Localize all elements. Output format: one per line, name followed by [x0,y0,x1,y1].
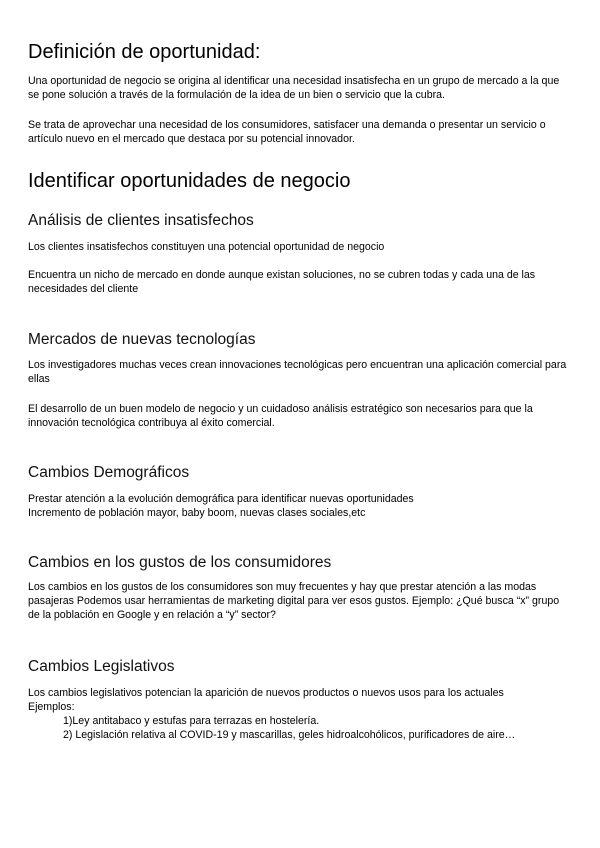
paragraph-definicion-1: Una oportunidad de negocio se origina al identificar una necesidad insatisfecha en un grupo de mercado a la que se pone solución a través de la formulación de la idea de un bien o servicio que la cubra. [28,75,560,101]
section-title-identificar: Identificar oportunidades de negocio [28,170,351,192]
subheading-clientes: Análisis de clientes insatisfechos [28,212,254,229]
subheading-tecnologias: Mercados de nuevas tecnologías [28,331,256,348]
paragraph-gustos: Los cambios en los gustos de los consumidores son muy frecuentes y hay que prestar atención a las modas pasajeras Podemos usar herramientas de marketing digital para ver esos gustos. Ejemplo: ¿Qué busca “x” grupo de la población en Google y en relación a “y” sector? [28,581,560,621]
paragraph-tecnologias-1: Los investigadores muchas veces crean innovaciones tecnológicas pero encuentran una aplicación comercial para ellas [28,359,567,385]
line-demograficos-1: Prestar atención a la evolución demográfica para identificar nuevas oportunidades [28,493,414,505]
section-title-definicion: Definición de oportunidad: [28,41,261,63]
line-legislativos-2: Ejemplos: [28,701,75,713]
paragraph-tecnologias-2: El desarrollo de un buen modelo de negocio y un cuidadoso análisis estratégico son necesarios para que la innovación tecnológica contribuya al éxito comercial. [28,403,533,429]
line-demograficos-2: Incremento de población mayor, baby boom, nuevas clases sociales,etc [28,507,366,519]
subheading-gustos: Cambios en los gustos de los consumidores [28,554,332,571]
paragraph-clientes-2: Encuentra un nicho de mercado en donde aunque existan soluciones, no se cubren todas y cada una de las necesidades del cliente [28,269,536,295]
subheading-legislativos: Cambios Legislativos [28,658,175,675]
subheading-demograficos: Cambios Demográficos [28,464,190,481]
list-item: 2) Legislación relativa al COVID-19 y mascarillas, geles hidroalcohólicos, purificadores de aire… [63,729,516,741]
line-legislativos-1: Los cambios legislativos potencian la aparición de nuevos productos o nuevos usos para los actuales [28,687,504,699]
list-item: 1)Ley antitabaco y estufas para terrazas en hostelería. [63,715,320,727]
paragraph-definicion-2: Se trata de aprovechar una necesidad de los consumidores, satisfacer una demanda o presentar un servicio o artículo nuevo en el mercado que destaca por su potencial innovador. [28,119,546,145]
paragraph-clientes-1: Los clientes insatisfechos constituyen una potencial oportunidad de negocio [28,241,385,253]
